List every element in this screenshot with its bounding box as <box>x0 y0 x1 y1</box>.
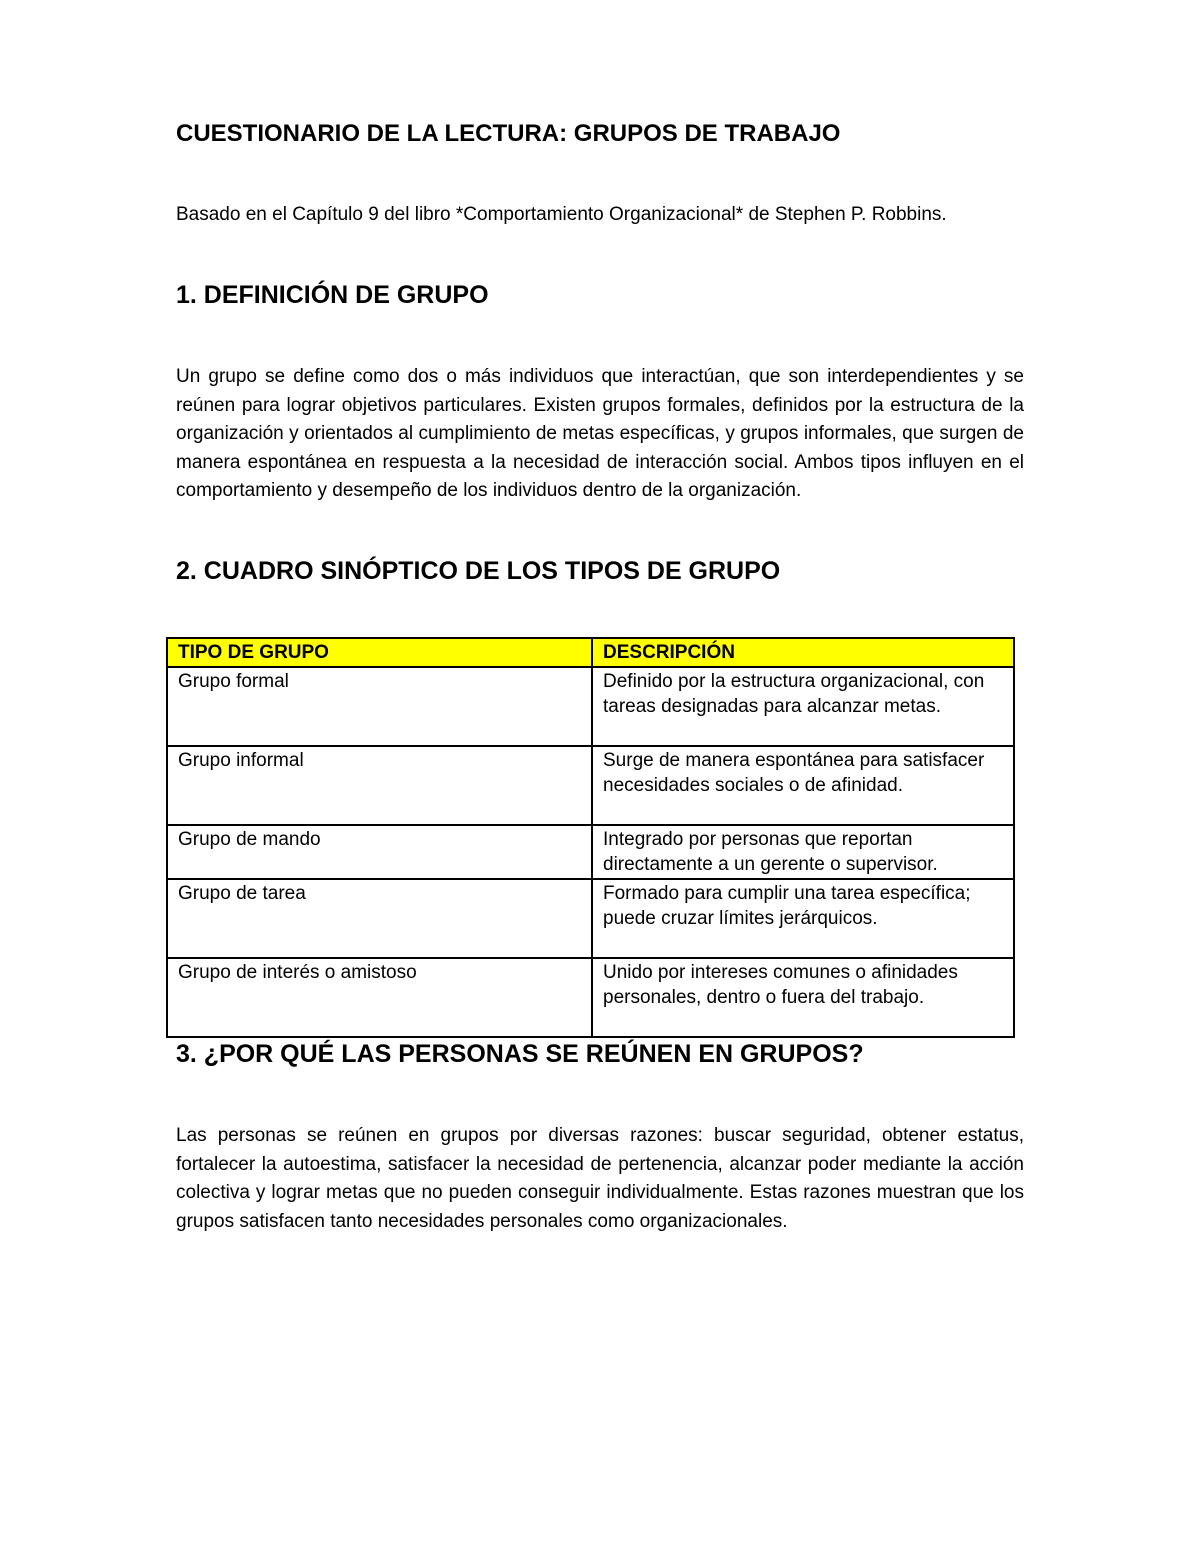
table-header-row <box>167 638 1014 667</box>
section-3-body: Las personas se reúnen en grupos por diversas razones: buscar seguridad, obtener estatus, fortalecer la autoestima, satisfacer la necesidad de pertenencia, alcanzar poder mediante la acción colectiva y lograr metas que no pueden conseguir individualmente. Estas razones muestran que los grupos satisfacen tanto necesidades personales como organizacionales. <box>176 1125 1024 1232</box>
table-cell-type: Grupo informal <box>167 746 592 825</box>
document-intro: Basado en el Capítulo 9 del libro *Comportamiento Organizacional* de Stephen P. Robbins. <box>176 204 947 225</box>
table-row <box>167 958 1014 1037</box>
table-cell-description: Formado para cumplir una tarea específica; puede cruzar límites jerárquicos. <box>592 879 1014 958</box>
table-cell-type: Grupo de tarea <box>167 879 592 958</box>
section-2-heading: 2. CUADRO SINÓPTICO DE LOS TIPOS DE GRUPO <box>176 557 781 585</box>
table-cell-description: Integrado por personas que reportan directamente a un gerente o supervisor. <box>592 825 1014 879</box>
table-cell-type: Grupo de interés o amistoso <box>167 958 592 1037</box>
table-cell-description: Definido por la estructura organizacional, con tareas designadas para alcanzar metas. <box>592 667 1014 746</box>
table-cell-description: Unido por intereses comunes o afinidades personales, dentro o fuera del trabajo. <box>592 958 1014 1037</box>
section-1-heading: 1. DEFINICIÓN DE GRUPO <box>176 281 489 309</box>
table-cell-description: Surge de manera espontánea para satisfacer necesidades sociales o de afinidad. <box>592 746 1014 825</box>
table-cell-type: Grupo formal <box>167 667 592 746</box>
table-header-type: TIPO DE GRUPO <box>167 638 592 667</box>
table-row <box>167 667 1014 746</box>
table-header-description: DESCRIPCIÓN <box>592 638 1014 667</box>
table-row <box>167 825 1014 879</box>
document-title: CUESTIONARIO DE LA LECTURA: GRUPOS DE TRABAJO <box>176 120 841 147</box>
table-cell-type: Grupo de mando <box>167 825 592 879</box>
table-row <box>167 879 1014 958</box>
section-1-body: Un grupo se define como dos o más individuos que interactúan, que son interdependientes y se reúnen para lograr objetivos particulares. Existen grupos formales, definidos por la estructura de la organización y orientados al cumplimiento de metas específicas, y grupos informales, que surgen de manera espontánea en respuesta a la necesidad de interacción social. Ambos tipos influyen en el comportamiento y desempeño de los individuos dentro de la organización. <box>176 366 1024 502</box>
table-row <box>167 746 1014 825</box>
section-3-heading: 3. ¿POR QUÉ LAS PERSONAS SE REÚNEN EN GRUPOS? <box>176 1040 864 1068</box>
group-types-table <box>166 637 1015 1038</box>
